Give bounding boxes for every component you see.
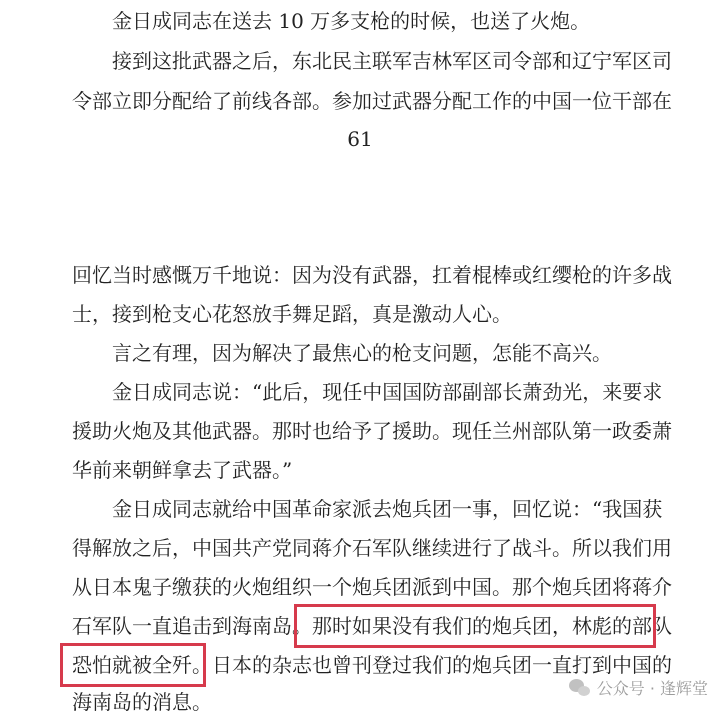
- text-line: 金日成同志就给中国革命家派去炮兵团一事，回忆说：“我国获: [72, 497, 663, 521]
- text-line: 从日本鬼子缴获的火炮组织一个炮兵团派到中国。那个炮兵团将蒋介: [72, 575, 672, 599]
- text-line: 士，接到枪支心花怒放手舞足蹈，真是激动人心。: [72, 302, 512, 326]
- watermark-text: 公众号 · 逢辉堂: [596, 679, 708, 698]
- text-line: 言之有理，因为解决了最焦心的枪支问题，怎能不高兴。: [72, 341, 612, 365]
- text-line: 华前来朝鲜拿去了武器。”: [72, 458, 293, 482]
- text-line: 石军队一直追击到海南岛。那时如果没有我们的炮兵团，林彪的部队: [72, 614, 672, 638]
- watermark: [569, 676, 708, 699]
- text-line: 恐怕就被全歼。日本的杂志也曾刊登过我们的炮兵团一直打到中国的: [72, 653, 672, 677]
- text-line: 接到这批武器之后，东北民主联军吉林军区司令部和辽宁军区司: [72, 49, 672, 73]
- text-line: 海南岛的消息。: [72, 690, 212, 714]
- text-line: 金日成同志在送去 10 万多支枪的时候，也送了火炮。: [72, 9, 591, 33]
- text-line: 令部立即分配给了前线各部。参加过武器分配工作的中国一位干部在: [72, 89, 672, 113]
- wechat-icon: [569, 677, 591, 699]
- text-line: 金日成同志说：“此后，现任中国国防部副部长萧劲光，来要求: [72, 380, 663, 404]
- text-line: 得解放之后，中国共产党同蒋介石军队继续进行了战斗。所以我们用: [72, 536, 672, 560]
- text-line: 回忆当时感慨万千地说：因为没有武器，扛着棍棒或红缨枪的许多战: [72, 263, 672, 287]
- text-line: 援助火炮及其他武器。那时也给予了援助。现任兰州部队第一政委萧: [72, 419, 672, 443]
- page-number: 61: [347, 127, 373, 151]
